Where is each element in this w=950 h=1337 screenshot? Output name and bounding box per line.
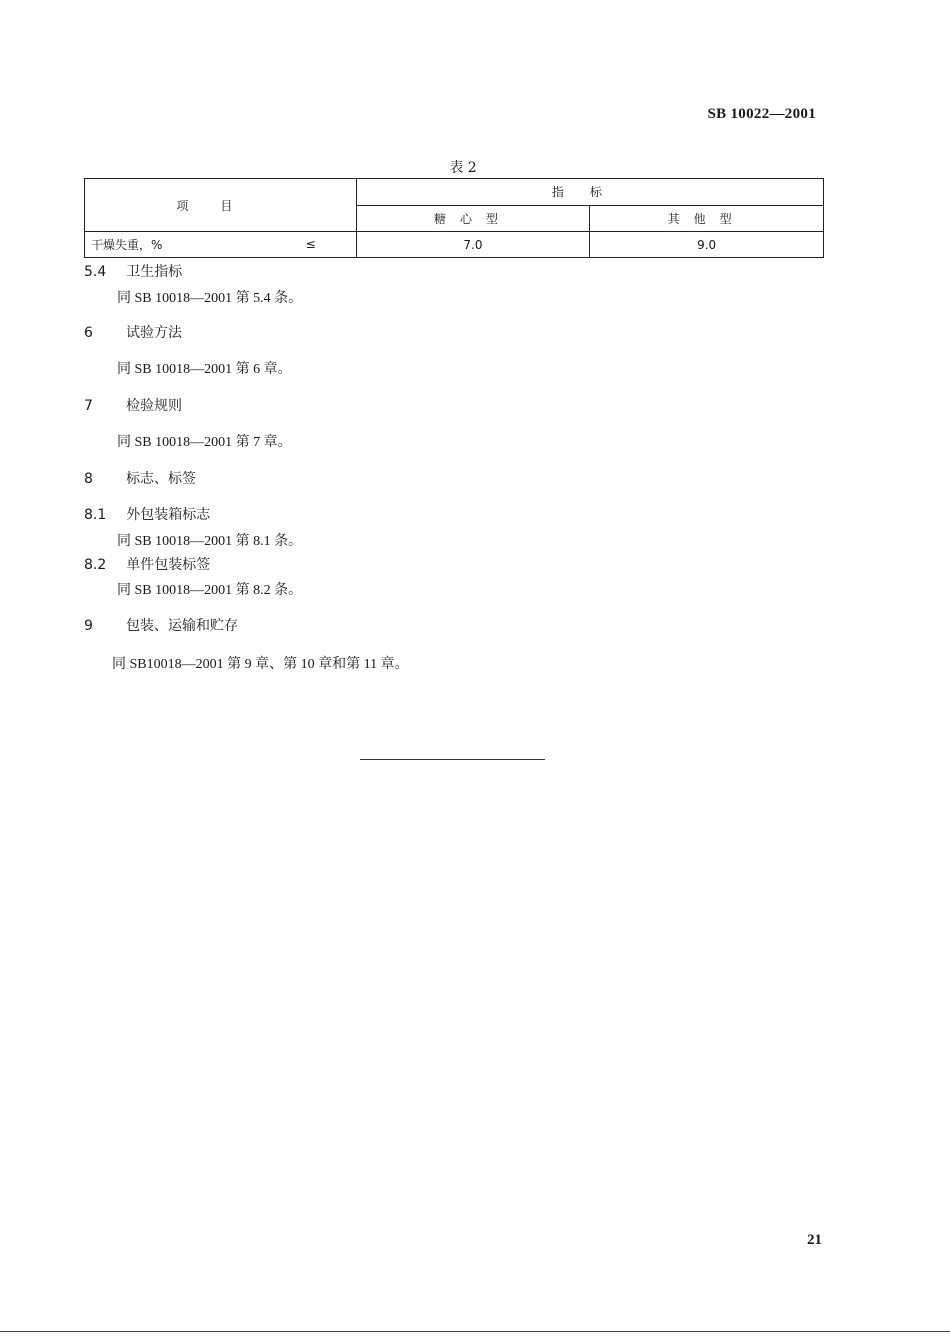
value-a: 7.0 xyxy=(356,232,590,258)
row-label-cell xyxy=(85,232,357,258)
section-heading-6 xyxy=(84,322,182,342)
section-body-7: 同 SB 10018—2001 第 7 章。 xyxy=(117,435,292,450)
section-heading-9 xyxy=(84,615,238,635)
section-number: 8.2 xyxy=(84,557,107,573)
bottom-rule xyxy=(0,1331,950,1332)
table-header-row xyxy=(85,179,824,206)
section-title: 外包装箱标志 xyxy=(126,507,211,523)
section-number: 9 xyxy=(84,618,93,634)
section-heading-7 xyxy=(84,395,182,415)
row-symbol: ≤ xyxy=(305,237,316,251)
section-title: 试验方法 xyxy=(126,325,182,341)
section-number: 8 xyxy=(84,471,93,487)
section-number: 6 xyxy=(84,325,93,341)
section-heading-8-2 xyxy=(84,554,210,574)
item-header: 项目 xyxy=(85,179,357,232)
section-title: 包装、运输和贮存 xyxy=(126,618,238,634)
section-body-8-2: 同 SB 10018—2001 第 8.2 条。 xyxy=(117,583,303,598)
section-heading-8-1 xyxy=(84,504,210,524)
col-header-b: 其他型 xyxy=(590,205,824,232)
section-title: 检验规则 xyxy=(126,398,182,414)
section-body-6: 同 SB 10018—2001 第 6 章。 xyxy=(117,362,292,377)
value-b: 9.0 xyxy=(590,232,824,258)
row-label: 干燥失重，% xyxy=(91,238,163,252)
section-title: 标志、标签 xyxy=(126,471,196,487)
section-heading-8 xyxy=(84,468,196,488)
section-title: 卫生指标 xyxy=(126,264,183,280)
spec-table xyxy=(84,178,824,258)
section-body-9: 同 SB10018—2001 第 9 章、第 10 章和第 11 章。 xyxy=(112,657,409,672)
table-title: 表 2 xyxy=(449,160,477,176)
spec-header: 指标 xyxy=(356,179,823,206)
section-number: 5.4 xyxy=(84,264,107,280)
section-body-8-1: 同 SB 10018—2001 第 8.1 条。 xyxy=(117,534,303,549)
section-heading-5-4 xyxy=(84,261,182,281)
section-number: 8.1 xyxy=(84,507,107,523)
end-divider xyxy=(360,759,545,760)
table-row xyxy=(85,232,824,258)
standard-code: SB 10022—2001 xyxy=(707,106,816,122)
section-number: 7 xyxy=(84,398,93,414)
section-title: 单件包装标签 xyxy=(126,557,211,573)
section-body-5-4: 同 SB 10018—2001 第 5.4 条。 xyxy=(117,291,303,306)
col-header-a: 糖心型 xyxy=(356,205,590,232)
page-number: 21 xyxy=(807,1232,822,1248)
